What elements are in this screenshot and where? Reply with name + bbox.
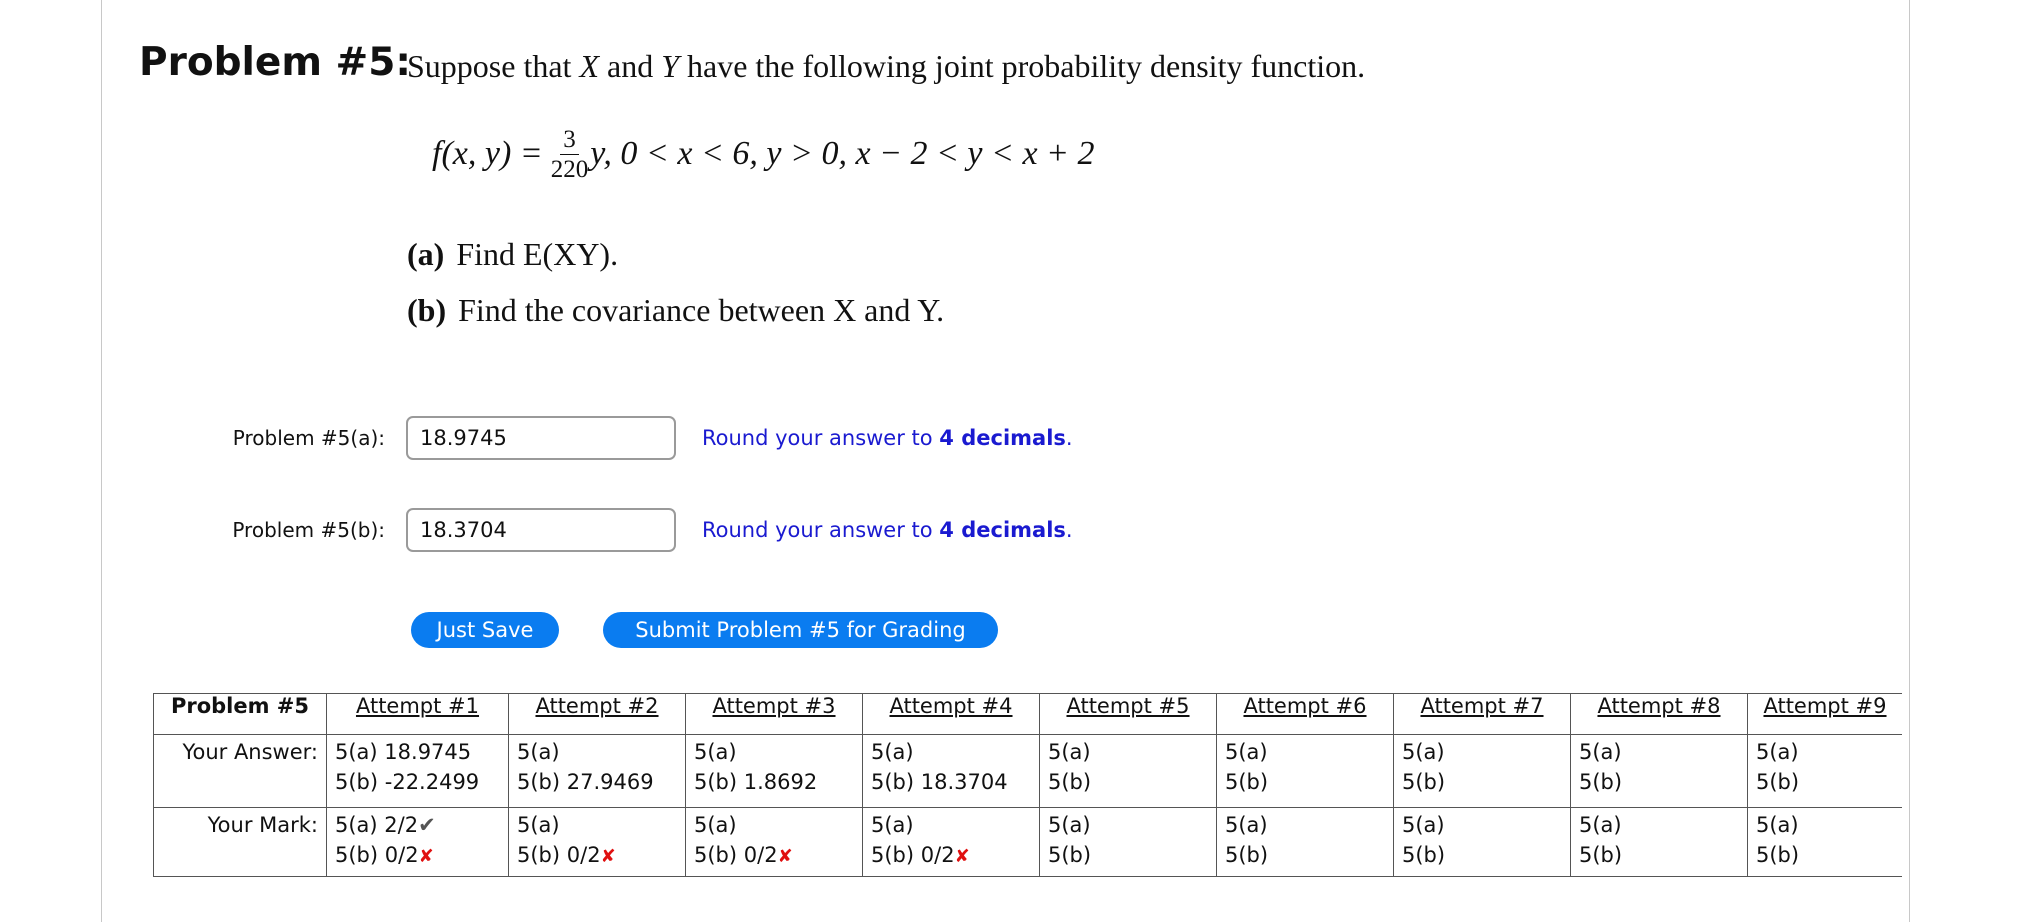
attempt-link[interactable]: Attempt #5 bbox=[1066, 694, 1190, 718]
cross-icon: ✘ bbox=[600, 846, 616, 867]
attempt-header bbox=[1040, 694, 1217, 735]
attempt-link[interactable]: Attempt #3 bbox=[712, 694, 836, 718]
problem-statement bbox=[407, 48, 1365, 85]
fraction-numerator: 3 bbox=[560, 127, 579, 155]
pdf-formula bbox=[432, 124, 1095, 184]
attempt-link[interactable]: Attempt #8 bbox=[1597, 694, 1721, 718]
cell-value: 5(b) bbox=[1579, 770, 1623, 794]
answer-cell bbox=[509, 735, 686, 808]
answer-cell bbox=[1217, 735, 1394, 808]
page-border-right bbox=[1909, 0, 1910, 922]
cell-value: 5(b) 0/2 bbox=[871, 843, 955, 867]
cell-value: 5(b) 27.9469 bbox=[517, 770, 654, 794]
cell-value: 5(b) bbox=[1048, 843, 1092, 867]
hint-a-post: . bbox=[1065, 426, 1073, 450]
answer-a-input[interactable] bbox=[406, 416, 676, 460]
cell-value: 5(a) bbox=[871, 740, 914, 764]
answer-cell bbox=[1394, 735, 1571, 808]
just-save-button[interactable]: Just Save bbox=[411, 612, 559, 648]
fraction-denominator: 220 bbox=[550, 155, 589, 183]
cell-value: 5(a) bbox=[1225, 740, 1268, 764]
cell-value: 5(b) 0/2 bbox=[517, 843, 601, 867]
attempts-header-row bbox=[154, 694, 1903, 735]
cell-value: 5(a) bbox=[1756, 740, 1799, 764]
answer-cell bbox=[1040, 735, 1217, 808]
cell-value: 5(b) bbox=[1048, 770, 1092, 794]
mark-cell bbox=[686, 808, 863, 877]
cell-value: 5(a) bbox=[1579, 740, 1622, 764]
part-b-text: Find the covariance between X and Y. bbox=[458, 292, 945, 328]
your-answer-label: Your Answer: bbox=[154, 735, 327, 808]
attempt-link[interactable]: Attempt #4 bbox=[889, 694, 1013, 718]
cell-value: 5(a) bbox=[1048, 740, 1091, 764]
hint-b-bold: 4 decimals bbox=[939, 518, 1066, 542]
cell-value: 5(b) 0/2 bbox=[694, 843, 778, 867]
answer-cell bbox=[327, 735, 509, 808]
check-icon: ✔ bbox=[418, 813, 436, 837]
cross-icon: ✘ bbox=[418, 846, 434, 867]
part-b-label: (b) bbox=[407, 292, 447, 328]
cell-value: 5(a) bbox=[1048, 813, 1091, 837]
attempt-header bbox=[509, 694, 686, 735]
problem-heading: Problem #5: bbox=[139, 40, 411, 85]
mark-cell bbox=[1217, 808, 1394, 877]
answer-a-label: Problem #5(a): bbox=[232, 426, 385, 450]
cell-value: 5(a) 18.9745 bbox=[335, 740, 472, 764]
answer-cell bbox=[686, 735, 863, 808]
mark-cell bbox=[863, 808, 1040, 877]
your-answer-row bbox=[154, 735, 1903, 808]
answer-cell bbox=[1748, 735, 1903, 808]
cell-value: 5(b) bbox=[1756, 843, 1800, 867]
answer-a-hint bbox=[702, 426, 1073, 450]
cell-value: 5(a) bbox=[1579, 813, 1622, 837]
mark-cell bbox=[1748, 808, 1903, 877]
mark-cell bbox=[1394, 808, 1571, 877]
part-a-text: Find E(XY). bbox=[456, 236, 619, 272]
attempt-link[interactable]: Attempt #2 bbox=[535, 694, 659, 718]
your-mark-label: Your Mark: bbox=[154, 808, 327, 877]
cell-value: 5(a) bbox=[1402, 740, 1445, 764]
cell-value: 5(a) 2/2 bbox=[335, 813, 419, 837]
cross-icon: ✘ bbox=[777, 846, 793, 867]
intro-post: have the following joint probability density function. bbox=[678, 48, 1366, 84]
mark-cell bbox=[509, 808, 686, 877]
attempt-header bbox=[1217, 694, 1394, 735]
cell-value: 5(b) bbox=[1402, 843, 1446, 867]
mark-cell bbox=[1040, 808, 1217, 877]
cell-value: 5(b) bbox=[1579, 843, 1623, 867]
answer-b-input[interactable] bbox=[406, 508, 676, 552]
hint-a-bold: 4 decimals bbox=[939, 426, 1066, 450]
attempt-header bbox=[327, 694, 509, 735]
var-x: X bbox=[579, 48, 599, 84]
hint-b-pre: Round your answer to bbox=[702, 518, 940, 542]
mark-cell bbox=[1571, 808, 1748, 877]
cell-value: 5(a) bbox=[694, 740, 737, 764]
cross-icon: ✘ bbox=[954, 846, 970, 867]
attempt-header bbox=[686, 694, 863, 735]
cell-value: 5(b) bbox=[1225, 843, 1269, 867]
formula-lhs: f(x, y) = bbox=[432, 135, 543, 172]
submit-grading-button[interactable]: Submit Problem #5 for Grading bbox=[603, 612, 998, 648]
cell-value: 5(b) bbox=[1402, 770, 1446, 794]
cell-value: 5(a) bbox=[694, 813, 737, 837]
part-b bbox=[407, 292, 944, 329]
attempt-link[interactable]: Attempt #6 bbox=[1243, 694, 1367, 718]
cell-value: 5(b) bbox=[1225, 770, 1269, 794]
your-mark-row bbox=[154, 808, 1903, 877]
var-y: Y bbox=[661, 48, 679, 84]
cell-value: 5(b) -22.2499 bbox=[335, 770, 480, 794]
part-a bbox=[407, 236, 618, 273]
intro-and: and bbox=[598, 48, 662, 84]
attempt-header bbox=[1748, 694, 1903, 735]
answer-cell bbox=[1571, 735, 1748, 808]
answer-b-label: Problem #5(b): bbox=[232, 518, 385, 542]
table-corner-label: Problem #5 bbox=[154, 694, 327, 735]
formula-rhs: y, 0 < x < 6, y > 0, x − 2 < y < x + 2 bbox=[590, 135, 1095, 172]
attempt-link[interactable]: Attempt #1 bbox=[355, 694, 480, 718]
answer-row-a bbox=[0, 416, 1200, 462]
cell-value: 5(b) 1.8692 bbox=[694, 770, 818, 794]
cell-value: 5(b) 18.3704 bbox=[871, 770, 1008, 794]
attempts-table bbox=[153, 693, 1902, 877]
part-a-label: (a) bbox=[407, 236, 445, 272]
answer-cell bbox=[863, 735, 1040, 808]
intro-pre: Suppose that bbox=[407, 48, 580, 84]
mark-cell bbox=[327, 808, 509, 877]
cell-value: 5(a) bbox=[1402, 813, 1445, 837]
answer-b-hint bbox=[702, 518, 1073, 542]
answer-row-b bbox=[0, 508, 1200, 554]
attempt-link[interactable]: Attempt #7 bbox=[1420, 694, 1544, 718]
cell-value: 5(b) 0/2 bbox=[335, 843, 419, 867]
cell-value: 5(b) bbox=[1756, 770, 1800, 794]
attempt-link[interactable]: Attempt #9 bbox=[1763, 694, 1887, 718]
cell-value: 5(a) bbox=[1756, 813, 1799, 837]
cell-value: 5(a) bbox=[517, 813, 560, 837]
cell-value: 5(a) bbox=[1225, 813, 1268, 837]
attempt-header bbox=[1394, 694, 1571, 735]
formula-fraction bbox=[551, 127, 589, 182]
attempt-header bbox=[863, 694, 1040, 735]
cell-value: 5(a) bbox=[871, 813, 914, 837]
attempt-header bbox=[1571, 694, 1748, 735]
hint-b-post: . bbox=[1065, 518, 1073, 542]
hint-a-pre: Round your answer to bbox=[702, 426, 940, 450]
cell-value: 5(a) bbox=[517, 740, 560, 764]
